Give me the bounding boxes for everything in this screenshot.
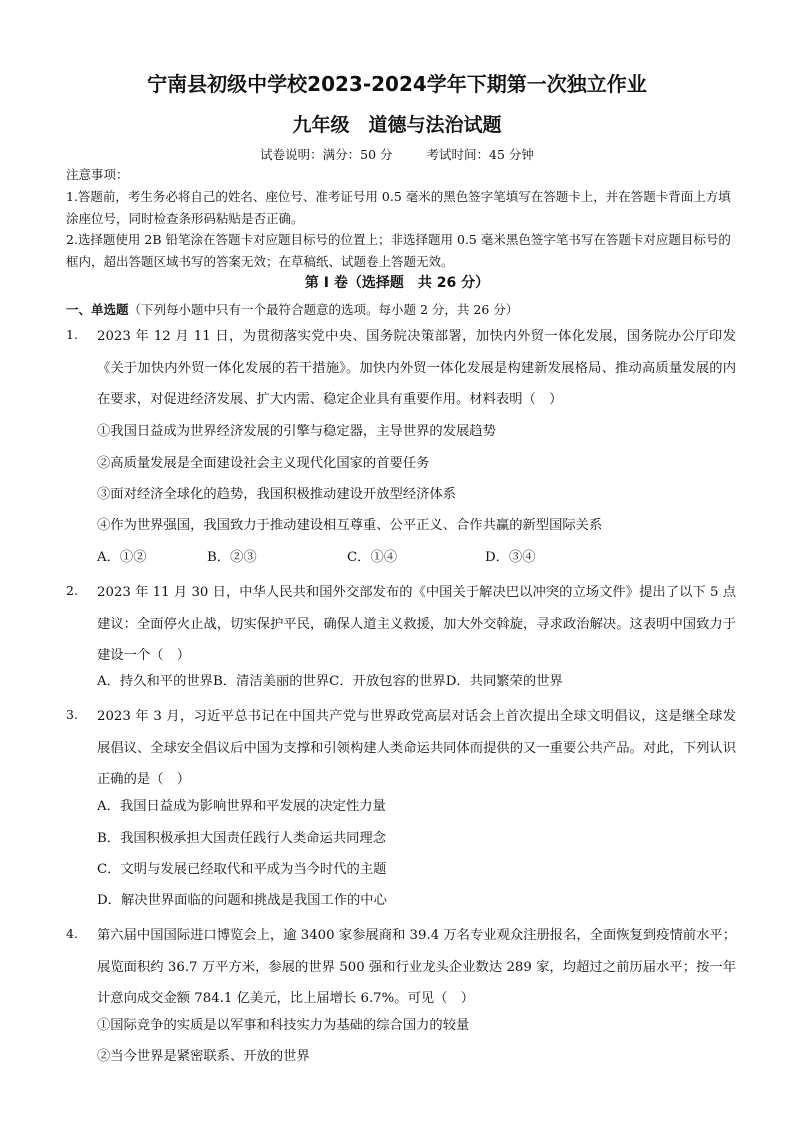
statement-2: ②高质量发展是全面建设社会主义现代化国家的首要任务: [97, 456, 430, 471]
exam-subtitle: 九年级 道德与法治试题: [292, 114, 502, 136]
option-a[interactable]: A．我国日益成为影响世界和平发展的决定性力量: [97, 799, 386, 814]
question-number: 4.: [66, 926, 78, 941]
exam-meta: [0, 145, 794, 163]
option-d[interactable]: D．③④: [485, 550, 536, 565]
note-item-2: 2.选择题使用 2B 铅笔涂在答题卡对应题目标号的位置上；非选择题用 0.5 毫米黑色签字笔书写在答题卡对应题目标号的框内，超出答题区域书写的答案无效；在草稿纸、试题卷上答题无效。: [66, 232, 731, 269]
option-c[interactable]: C．①④: [347, 550, 398, 565]
question-stem: 第六届中国国际进口博览会上，逾 3400 家参展商和 39.4 万名专业观众注册报名，全面恢复到疫情前水平；展览面积约 36.7 万平方米，参展的世界 500 强和行业龙头企业数达 289 家，均超过之前历届水平；按一年计意向成交金额 784.1 亿美元，比上届增长 6.7%。可见（ ）: [97, 928, 736, 1006]
option-c[interactable]: C．文明与发展已经取代和平成为当今时代的主题: [97, 862, 387, 877]
question-stem: 2023 年 12 月 11 日，为贯彻落实党中央、国务院决策部署，加快内外贸一体化发展，国务院办公厅印发《关于加快内外贸一体化发展的若干措施》。加快内外贸一体化发展是构建新发展格局、推动高质量发展的内在要求，对促进经济发展、扩大内需、稳定企业具有重要作用。材料表明（ ）: [97, 329, 736, 407]
statement-3: ③面对经济全球化的趋势，我国积极推动建设开放型经济体系: [97, 487, 457, 502]
option-a[interactable]: A．持久和平的世界: [97, 674, 213, 689]
exam-title: 宁南县初级中学校2023-2024学年下期第一次独立作业: [147, 72, 647, 96]
question-4: [66, 920, 736, 1015]
option-c[interactable]: C．开放包容的世界: [329, 674, 446, 689]
statement-1: ①我国日益成为世界经济发展的引擎与稳定器，主导世界的发展趋势: [97, 424, 496, 439]
question-1: [66, 321, 736, 416]
question-2: [66, 577, 736, 672]
question-number: 3.: [66, 707, 78, 722]
part-title: 一、单选题: [66, 302, 129, 317]
question-stem: 2023 年 11 月 30 日，中华人民共和国外交部发布的《中国关于解决巴以冲突的立场文件》提出了以下 5 点建议：全面停火止战，切实保护平民，确保人道主义救援，加大外交斡旋，寻求政治解决。这表明中国致力于建设一个（ ）: [97, 585, 736, 663]
option-d[interactable]: D．共同繁荣的世界: [445, 674, 563, 689]
notes-heading: 注意事项：: [66, 167, 129, 182]
statement-4: ④作为世界强国，我国致力于推动建设相互尊重、公平正义、合作共赢的新型国际关系: [97, 518, 603, 533]
full-score: 试卷说明：满分：50 分: [260, 147, 393, 162]
part-desc: （下列每小题中只有一个最符合题意的选项。每小题 2 分，共 26 分）: [128, 302, 519, 317]
question-3: [66, 701, 736, 796]
question-number: 2.: [66, 583, 78, 598]
note-item-1: 1.答题前，考生务必将自己的姓名、座位号、准考证号用 0.5 毫米的黑色签字笔填写在答题卡上，并在答题卡背面上方填涂座位号，同时检查条形码粘贴是否正确。: [66, 189, 731, 226]
option-b[interactable]: B．我国积极承担大国责任践行人类命运共同理念: [97, 831, 387, 846]
question-stem: 2023 年 3 月，习近平总书记在中国共产党与世界政党高层对话会上首次提出全球文明倡议，这是继全球发展倡议、全球安全倡议后中国为支撑和引领构建人类命运共同体而提供的又一重要公共产品。对此，下列认识正确的是（ ）: [97, 709, 736, 787]
option-b[interactable]: B．清洁美丽的世界: [212, 674, 330, 689]
option-b[interactable]: B．②③: [207, 550, 257, 565]
statement-2: ②当今世界是紧密联系、开放的世界: [97, 1049, 310, 1064]
part-intro: [66, 300, 518, 318]
options-row: [97, 670, 563, 689]
option-d[interactable]: D．解决世界面临的问题和挑战是我国工作的中心: [97, 893, 387, 908]
section-heading: 第 I 卷（选择题 共 26 分）: [304, 275, 490, 291]
exam-time: 考试时间：45 分钟: [426, 147, 534, 162]
question-number: 1.: [66, 327, 78, 342]
statement-1: ①国际竞争的实质是以军事和科技实力为基础的综合国力的较量: [97, 1018, 470, 1033]
options-row: [97, 546, 536, 565]
option-a[interactable]: A．①②: [97, 550, 147, 565]
